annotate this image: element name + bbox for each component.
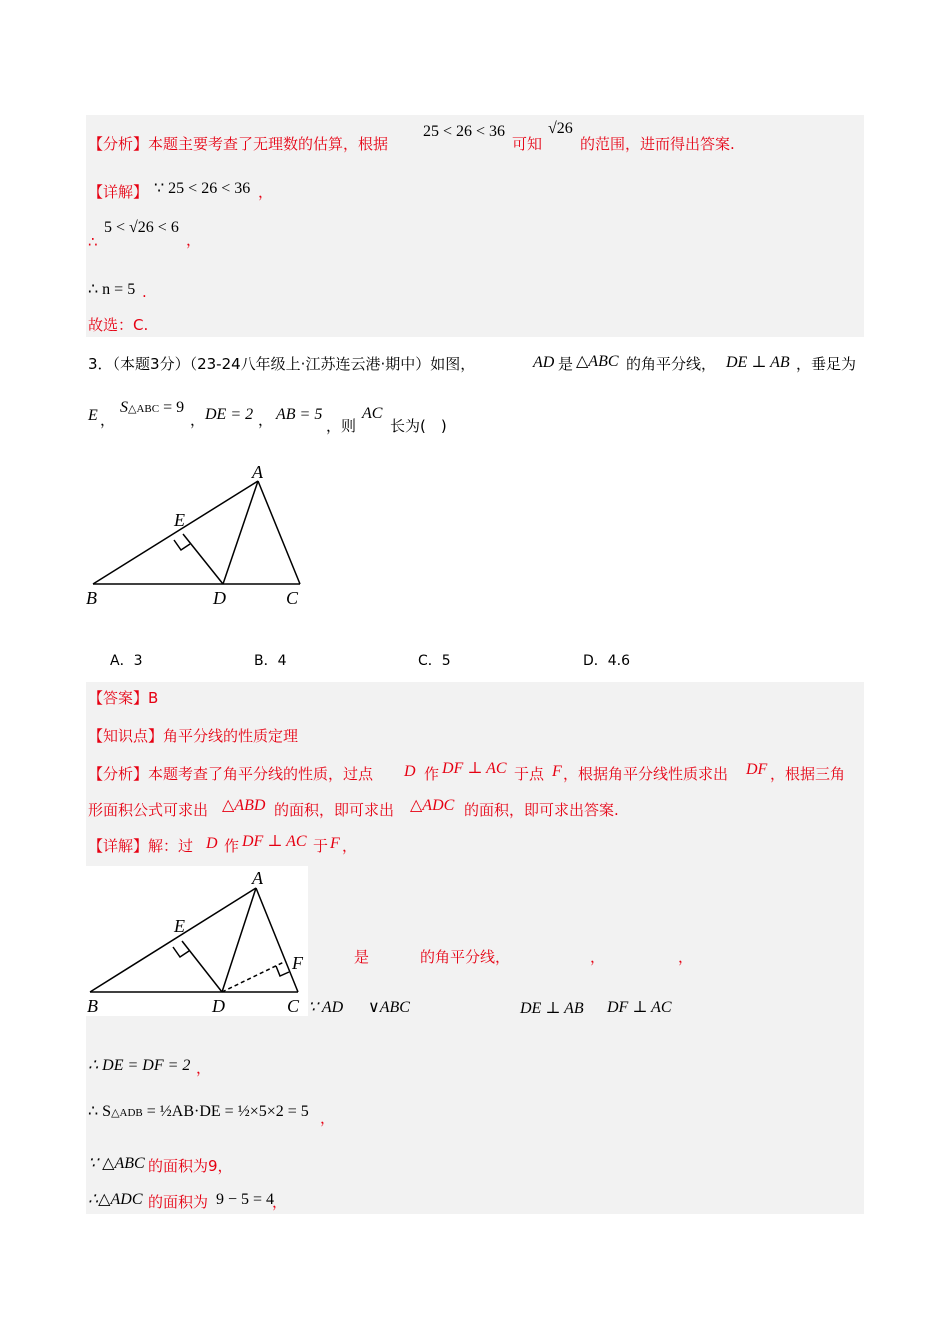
q2-detail-line: 【详解】	[88, 183, 149, 201]
option-d[interactable]: D．4.6	[583, 653, 631, 669]
segment-de	[182, 941, 222, 992]
segment-ac	[256, 888, 298, 992]
q3-stem-line1: 3．（本题3分）（23-24八年级上·江苏连云港·期中）如图，	[88, 355, 476, 373]
segment-ba	[90, 888, 256, 992]
q2-sqrt26: √26	[548, 120, 573, 137]
analysis-line1: 【分析】本题考查了角平分线的性质，过点	[88, 765, 374, 783]
area-adb-line: ∴ S△ADB = ½AB·DE = ½×5×2 = 5	[88, 1103, 309, 1120]
label-d: D	[213, 588, 226, 608]
detail-line: 【详解】解：过	[88, 837, 194, 855]
right-angle-mark-f	[276, 966, 289, 976]
label-a: A	[252, 462, 263, 482]
segment-ba	[93, 481, 258, 584]
q2-choice: 故选：C.	[88, 316, 149, 334]
knowledge-line: 【知识点】角平分线的性质定理	[88, 727, 299, 745]
q2-analysis-line: 【分析】本题主要考查了无理数的估算，根据	[88, 135, 389, 153]
answer-line: 【答案】B	[88, 689, 159, 707]
right-angle-mark-e	[173, 947, 189, 957]
label-f: F	[292, 953, 303, 973]
option-c[interactable]: C．5	[418, 653, 451, 669]
label-b: B	[86, 588, 97, 608]
label-d: D	[212, 996, 225, 1016]
triangle-figure-with-f	[86, 866, 308, 1016]
label-c: C	[286, 588, 299, 608]
label-b: B	[87, 996, 98, 1016]
option-b[interactable]: B．4	[254, 653, 287, 669]
label-a: A	[252, 868, 263, 888]
label-e: E	[174, 510, 185, 530]
q2-analysis-ineq: 25 < 26 < 36	[423, 123, 506, 140]
answer-value: B	[148, 689, 159, 707]
segment-de	[183, 534, 223, 584]
segment-df-dashed	[222, 961, 286, 992]
triangle-figure	[80, 458, 320, 618]
label-c: C	[287, 996, 300, 1016]
de-eq-df-line: ∴ DE = DF = 2	[88, 1057, 191, 1074]
analysis-line2: 形面积公式可求出	[88, 801, 209, 819]
analysis-tag: 【分析】	[88, 135, 149, 153]
label-e: E	[174, 916, 185, 936]
segment-ac	[258, 481, 300, 584]
option-a[interactable]: A．3	[110, 653, 143, 669]
segment-ad	[223, 481, 258, 584]
segment-ad	[222, 888, 256, 992]
right-angle-mark-e	[174, 540, 190, 550]
